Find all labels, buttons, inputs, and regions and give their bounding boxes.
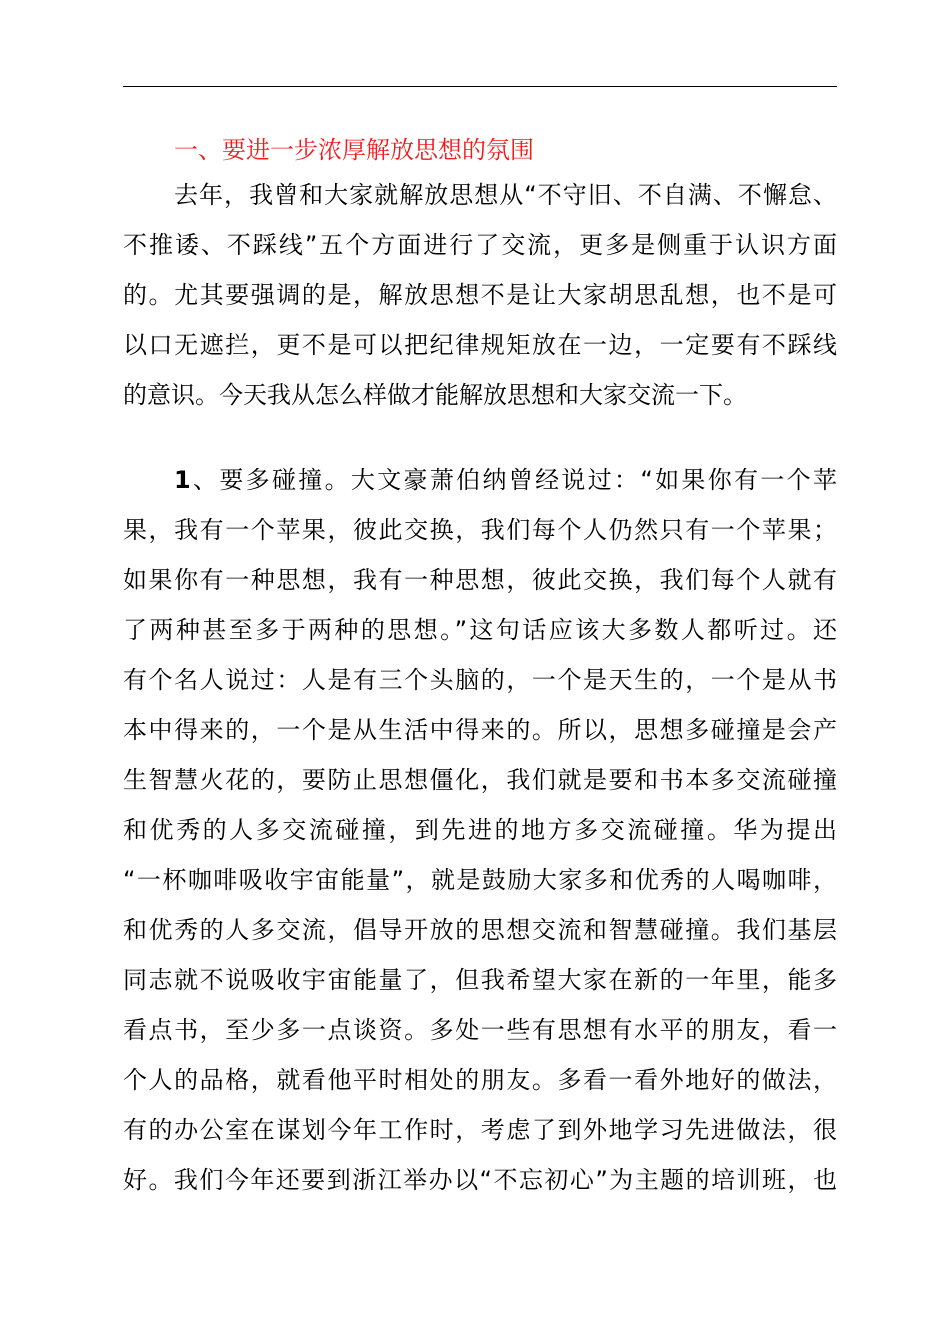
paragraph-intro: [123, 170, 837, 420]
paragraph-line: 有的办公室在谋划今年工作时，考虑了到外地学习先进做法，很: [123, 1116, 837, 1144]
paragraph-line: 了两种甚至多于两种的思想。”这句话应该大多数人都听过。还: [123, 616, 837, 644]
paragraph-line: 个人的品格，就看他平时相处的朋友。多看一看外地好的做法，: [123, 1066, 837, 1094]
paragraph-line: 的意识。今天我从怎么样做才能解放思想和大家交流一下。: [123, 381, 747, 409]
paragraph-line: 好。我们今年还要到浙江举办以“不忘初心”为主题的培训班，也: [123, 1166, 837, 1194]
paragraph-line: 和优秀的人多交流碰撞，到先进的地方多交流碰撞。华为提出: [123, 816, 837, 844]
paragraph-collision: [123, 455, 837, 1205]
paragraph-line: 本中得来的，一个是从生活中得来的。所以，思想多碰撞是会产: [123, 716, 837, 744]
paragraph-line: 有个名人说过：人是有三个头脑的，一个是天生的，一个是从书: [123, 666, 837, 694]
paragraph-line: 如果你有一种思想，我有一种思想，彼此交换，我们每个人就有: [123, 566, 837, 594]
paragraph-line: 看点书，至少多一点谈资。多处一些有思想有水平的朋友，看一: [123, 1016, 837, 1044]
paragraph-line: 同志就不说吸收宇宙能量了，但我希望大家在新的一年里，能多: [123, 966, 837, 994]
paragraph-line-text: 、要多碰撞。大文豪萧伯纳曾经说过：“如果你有一个苹: [190, 466, 837, 494]
paragraph-line: 生智慧火花的，要防止思想僵化，我们就是要和书本多交流碰撞: [123, 766, 837, 794]
paragraph-line: 果，我有一个苹果，彼此交换，我们每个人仍然只有一个苹果；: [123, 516, 837, 544]
paragraph-line: 的。尤其要强调的是，解放思想不是让大家胡思乱想，也不是可: [123, 281, 837, 309]
paragraph-line: 和优秀的人多交流，倡导开放的思想交流和智慧碰撞。我们基层: [123, 916, 837, 944]
paragraph-line: 以口无遮拦，更不是可以把纪律规矩放在一边，一定要有不踩线: [123, 331, 837, 359]
header-rule: [123, 86, 837, 87]
paragraph-first-line: [123, 455, 837, 505]
section-heading: 一、要进一步浓厚解放思想的氛围: [174, 136, 534, 164]
paragraph-line: 不推诿、不踩线”五个方面进行了交流，更多是侧重于认识方面: [123, 231, 837, 259]
item-number: 1: [174, 466, 191, 494]
paragraph-line: 去年，我曾和大家就解放思想从“不守旧、不自满、不懈怠、: [174, 181, 837, 209]
paragraph-line: “一杯咖啡吸收宇宙能量”，就是鼓励大家多和优秀的人喝咖啡，: [123, 866, 837, 894]
